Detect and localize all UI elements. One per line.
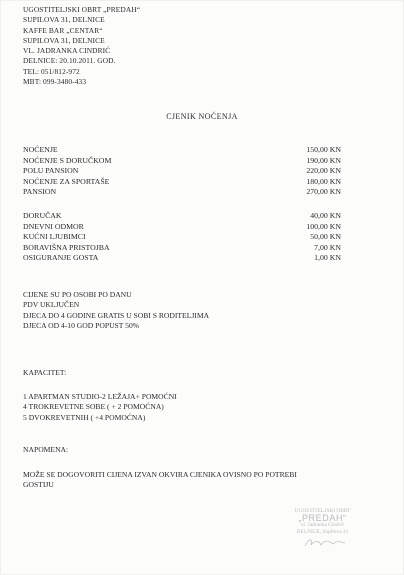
remark-line: GOSTIJU bbox=[23, 480, 54, 490]
business-header bbox=[23, 5, 140, 87]
price-label: DNEVNI ODMOR bbox=[23, 221, 84, 231]
price-value: 100,00 KN bbox=[306, 221, 341, 231]
header-line: MBT: 099-3480-433 bbox=[23, 77, 87, 87]
price-value: 7,00 KN bbox=[314, 242, 341, 252]
header-line: VL. JADRANKA CINDRIĆ bbox=[23, 46, 111, 56]
header-line: TEL: 051/812-972 bbox=[23, 66, 80, 76]
price-row bbox=[23, 222, 341, 233]
price-row bbox=[23, 243, 341, 254]
capacity-item: 5 DVOKREVETNIH ( +4 POMOĆNA) bbox=[23, 412, 146, 422]
condition-line: DJECA DO 4 GODINE GRATIS U SOBI S RODITELJIMA bbox=[23, 310, 210, 320]
price-value: 270,00 KN bbox=[306, 187, 341, 197]
price-row bbox=[23, 211, 341, 222]
business-stamp bbox=[275, 508, 370, 552]
price-label: NOĆENJE bbox=[23, 145, 58, 154]
stamp-top-text: UGOSTITELJSKI OBRT bbox=[294, 508, 351, 514]
header-line: UGOSTITELJSKI OBRT „PREDAH“ bbox=[23, 5, 141, 14]
price-label: DORUČAK bbox=[23, 211, 62, 220]
stamp-name: „PREDAH“ bbox=[298, 513, 347, 523]
remark-text bbox=[23, 470, 297, 491]
price-value: 220,00 KN bbox=[306, 166, 341, 176]
header-line: DELNICE: 20.10.2011. GOD. bbox=[23, 56, 116, 66]
price-row bbox=[23, 253, 341, 264]
price-row bbox=[23, 145, 341, 156]
capacity-item: 4 TROKREVETNE SOBE ( + 2 POMOĆNA) bbox=[23, 402, 164, 412]
condition-line: PDV UKLJUČEN bbox=[23, 300, 80, 310]
price-row bbox=[23, 177, 341, 188]
price-label: KUĆNI LJUBIMCI bbox=[23, 232, 86, 242]
conditions-note bbox=[23, 290, 209, 332]
price-row bbox=[23, 232, 341, 243]
price-value: 190,00 KN bbox=[306, 155, 341, 165]
header-line: KAFFE BAR „CENTAR“ bbox=[23, 25, 103, 35]
price-row bbox=[23, 156, 341, 167]
stamp-place: vl. Jadranka Cindrić bbox=[300, 522, 345, 528]
accommodation-price-list bbox=[23, 145, 341, 198]
header-line: SUPILOVA 31, DELNICE bbox=[23, 35, 105, 45]
price-row bbox=[23, 187, 341, 198]
price-label: PANSION bbox=[23, 187, 57, 197]
signature-icon bbox=[275, 536, 370, 550]
capacity-heading: KAPACITET: bbox=[23, 368, 67, 377]
price-value: 1,00 KN bbox=[314, 253, 341, 263]
remark-line: MOŽE SE DOGOVORITI CIJENA IZVAN OKVIRA CJENIKA OVISNO PO POTREBI bbox=[23, 470, 297, 479]
stamp-address: DELNICE, Supilova 31 bbox=[296, 529, 349, 535]
price-label: NOĆENJE ZA SPORTAŠE bbox=[23, 176, 110, 186]
condition-line: CIJENE SU PO OSOBI PO DANU bbox=[23, 290, 132, 299]
price-value: 40,00 KN bbox=[310, 211, 341, 220]
price-value: 150,00 KN bbox=[306, 145, 341, 154]
condition-line: DJECA OD 4-10 GOD POPUST 50% bbox=[23, 321, 140, 331]
price-value: 180,00 KN bbox=[306, 176, 341, 186]
price-label: POLU PANSION bbox=[23, 166, 79, 176]
extras-price-list bbox=[23, 211, 341, 264]
document-title: CJENIK NOĆENJA bbox=[166, 112, 238, 121]
price-row bbox=[23, 166, 341, 177]
price-value: 50,00 KN bbox=[310, 232, 341, 242]
price-label: OSIGURANJE GOSTA bbox=[23, 253, 99, 263]
price-label: NOĆENJE S DORUČKOM bbox=[23, 155, 112, 165]
capacity-item: 1 APARTMAN STUDIO-2 LEŽAJA+ POMOĆNI bbox=[23, 392, 177, 401]
header-line: SUPILOVA 31, DELNICE bbox=[23, 15, 105, 25]
price-label: BORAVIŠNA PRISTOJBA bbox=[23, 242, 110, 252]
remark-heading: NAPOMENA: bbox=[23, 445, 69, 454]
capacity-list bbox=[23, 392, 177, 423]
